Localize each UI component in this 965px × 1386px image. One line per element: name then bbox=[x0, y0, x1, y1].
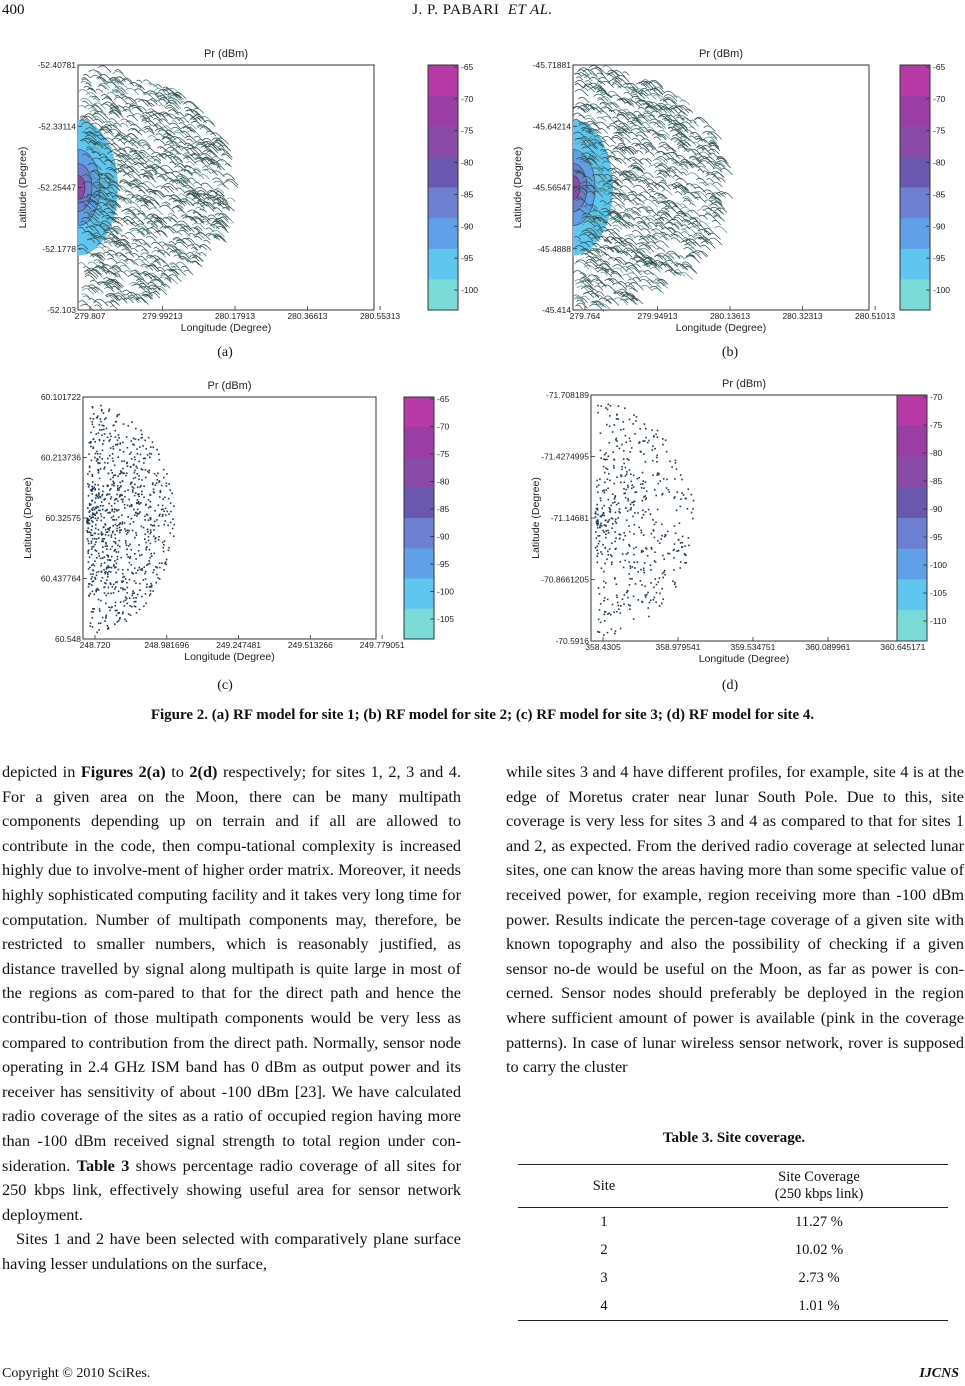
colorbar-swatch bbox=[900, 65, 930, 96]
rf-model-plot bbox=[10, 40, 479, 340]
colorbar-swatch bbox=[428, 249, 458, 280]
colorbar-label: -85 bbox=[930, 476, 943, 486]
colorbar-swatch bbox=[404, 579, 434, 610]
table-row: 3 2.73 % bbox=[600, 1269, 840, 1286]
colorbar-label: -85 bbox=[933, 189, 946, 200]
colorbar-label: -65 bbox=[461, 62, 474, 72]
colorbar-swatch bbox=[900, 188, 930, 219]
colorbar-swatch bbox=[428, 279, 458, 310]
colorbar-swatch bbox=[900, 157, 930, 188]
journal-name: IJCNS bbox=[919, 1366, 959, 1381]
x-axis-label: Longitude (Degree) bbox=[675, 322, 767, 334]
x-axis-label: Longitude (Degree) bbox=[180, 322, 272, 334]
colorbar-label: -90 bbox=[437, 531, 450, 542]
x-tick-label: 280.13613 bbox=[709, 311, 751, 321]
left-column bbox=[2, 760, 461, 1276]
figure-caption: Figure 2. (a) RF model for site 1; (b) RF model for site 2; (c) RF model for site 3; (d) RF model for site 4. bbox=[150, 707, 815, 723]
colorbar-swatch bbox=[900, 279, 930, 310]
right-column bbox=[506, 760, 964, 1080]
colorbar-swatch bbox=[897, 518, 927, 549]
rf-model-plot bbox=[10, 373, 455, 673]
x-tick-label: 358.979541 bbox=[655, 642, 701, 652]
panel-label-b: (b) bbox=[721, 345, 739, 360]
x-tick-label: 280.17913 bbox=[214, 311, 256, 321]
colorbar-label: -65 bbox=[933, 62, 946, 72]
colorbar-swatch bbox=[428, 157, 458, 188]
y-axis-label: Latitude (Degree) bbox=[512, 146, 524, 229]
column-header-coverage: Site Coverage (250 kbps link) bbox=[690, 1165, 948, 1208]
colorbar-label: -80 bbox=[930, 448, 943, 458]
colorbar-label: -100 bbox=[461, 285, 479, 295]
colorbar-label: -105 bbox=[930, 588, 948, 598]
site-coverage-table bbox=[518, 1164, 948, 1321]
colorbar-label: -65 bbox=[437, 394, 450, 404]
y-tick-label: -45.414 bbox=[542, 305, 571, 315]
table-row: 1 11.27 % bbox=[600, 1213, 843, 1230]
y-tick-label: -45.4888 bbox=[537, 243, 571, 254]
colorbar-label: -85 bbox=[437, 504, 450, 514]
colorbar-swatch bbox=[404, 397, 434, 428]
y-tick-label: -71.708189 bbox=[545, 390, 589, 400]
y-tick-label: 60.213736 bbox=[40, 452, 81, 463]
x-tick-label: 360.645171 bbox=[880, 642, 926, 652]
y-tick-label: 60.101722 bbox=[40, 392, 81, 402]
x-tick-label: 249.779051 bbox=[359, 640, 405, 650]
x-tick-label: 279.94913 bbox=[637, 311, 678, 321]
figure-ref: Figures 2(a) bbox=[80, 762, 166, 781]
colorbar-swatch bbox=[897, 426, 927, 457]
colorbar-swatch bbox=[428, 126, 458, 157]
colorbar-label: -70 bbox=[437, 421, 450, 432]
colorbar-swatch bbox=[900, 96, 930, 127]
table-title: Table 3. Site coverage. bbox=[662, 1130, 806, 1146]
x-axis-label: Longitude (Degree) bbox=[184, 651, 275, 663]
colorbar-label: -80 bbox=[933, 157, 946, 168]
colorbar-label: -90 bbox=[461, 221, 474, 232]
panel-label-d: (d) bbox=[721, 678, 739, 693]
colorbar-swatch bbox=[404, 427, 434, 458]
figure-panel-d bbox=[505, 371, 948, 671]
table-row: 4 1.01 % bbox=[518, 1292, 948, 1321]
et-al: ET AL. bbox=[507, 2, 553, 18]
colorbar-swatch bbox=[404, 458, 434, 489]
y-axis-label: Latitude (Degree) bbox=[17, 146, 29, 229]
colorbar-label: -105 bbox=[437, 614, 455, 624]
x-tick-label: 358.4305 bbox=[585, 642, 621, 652]
y-tick-label: -52.1778 bbox=[42, 243, 76, 254]
colorbar-swatch bbox=[428, 65, 458, 96]
y-axis-label: Latitude (Degree) bbox=[530, 477, 542, 559]
running-header: J. P. PABARI ET AL. bbox=[412, 2, 553, 18]
y-tick-label: -70.5916 bbox=[555, 636, 589, 646]
x-tick-label: 280.55313 bbox=[359, 311, 401, 321]
colorbar-swatch bbox=[428, 188, 458, 219]
colorbar-label: -90 bbox=[930, 504, 943, 514]
y-tick-label: -70.8661205 bbox=[541, 574, 589, 585]
colorbar-swatch bbox=[900, 218, 930, 249]
table-ref: Table 3 bbox=[76, 1155, 130, 1175]
y-tick-label: -45.64214 bbox=[532, 121, 571, 132]
y-tick-label: -52.40781 bbox=[37, 60, 76, 70]
paragraph-2: Sites 1 and 2 have been selected with comparatively plane surface having lesser undulations on the surface, bbox=[2, 1229, 461, 1273]
table-header-row bbox=[518, 1165, 948, 1208]
colorbar-label: -95 bbox=[930, 532, 943, 542]
plot-area bbox=[591, 395, 897, 641]
colorbar-label: -80 bbox=[437, 476, 450, 487]
colorbar-label: -95 bbox=[461, 253, 474, 264]
plot-title: Pr (dBm) bbox=[207, 380, 252, 392]
rf-model-plot bbox=[505, 40, 951, 340]
panel-label-c: (c) bbox=[217, 678, 233, 693]
figure-panel-a bbox=[10, 40, 479, 340]
colorbar-label: -90 bbox=[933, 221, 946, 232]
x-tick-label: 280.36613 bbox=[287, 311, 328, 321]
colorbar-label: -80 bbox=[461, 157, 474, 168]
colorbar-swatch bbox=[897, 457, 927, 488]
colorbar-label: -70 bbox=[933, 93, 946, 104]
y-tick-label: -52.103 bbox=[47, 305, 76, 315]
plot-title: Pr (dBm) bbox=[204, 48, 248, 60]
colorbar-swatch bbox=[897, 549, 927, 580]
colorbar-swatch bbox=[897, 580, 927, 611]
colorbar-swatch bbox=[428, 96, 458, 127]
copyright-footer: Copyright © 2010 SciRes. bbox=[2, 1366, 151, 1381]
x-tick-label: 248.720 bbox=[79, 640, 111, 650]
colorbar-swatch bbox=[897, 395, 927, 426]
colorbar-label: -75 bbox=[933, 125, 946, 136]
y-tick-label: -71.4274995 bbox=[541, 451, 589, 462]
x-tick-label: 280.32313 bbox=[782, 311, 823, 321]
colorbar-swatch bbox=[897, 487, 927, 518]
colorbar-label: -110 bbox=[930, 616, 947, 626]
y-tick-label: -71.14681 bbox=[550, 513, 589, 523]
x-tick-label: 279.99213 bbox=[142, 311, 183, 321]
x-tick-label: 280.51013 bbox=[854, 311, 896, 321]
x-tick-label: 249.247481 bbox=[216, 640, 262, 650]
paragraph-3: while sites 3 and 4 have different profiles, for example, site 4 is at the edge of Moretus crater near lunar South Pole. Due to this, site coverage is very less for sites 3 and 4 as compared to that for sites 1 and 2, as expected. From the derived radio coverage at selected lunar sites, one can know the areas having more than some specific value of received power, for example, region receiving more than -100 dBm power. Results indicate the percen-tage coverage of a given site with known topography and also the possibility of checking if a given sensor no-de would be useful on the Moon, as far as power is con-cerned. Sensor nodes should preferably be deployed in the region where sufficient amount of power is available (pink in the coverage patterns). In case of lunar wireless sensor network, rover is supposed to carry the cluster bbox=[506, 762, 964, 1077]
figure-panel-c bbox=[10, 373, 455, 673]
x-tick-label: 248.981696 bbox=[144, 640, 190, 650]
plot-area bbox=[78, 65, 374, 310]
plot-title: Pr (dBm) bbox=[699, 48, 743, 60]
colorbar-label: -95 bbox=[437, 559, 450, 569]
colorbar-label: -85 bbox=[461, 189, 474, 200]
figure-panel-b bbox=[505, 40, 951, 340]
y-tick-label: -45.56547 bbox=[532, 182, 571, 193]
y-tick-label: -52.33114 bbox=[38, 121, 76, 132]
x-tick-label: 279.807 bbox=[74, 311, 106, 321]
colorbar-label: -100 bbox=[933, 285, 951, 295]
table-row: 2 10.02 % bbox=[600, 1241, 844, 1258]
colorbar-swatch bbox=[404, 488, 434, 519]
figure-ref: 2(d) bbox=[189, 762, 218, 781]
panel-label-a: (a) bbox=[217, 345, 233, 360]
colorbar-label: -70 bbox=[461, 93, 474, 104]
y-tick-label: 60.32575 bbox=[45, 513, 81, 523]
colorbar-swatch bbox=[900, 249, 930, 280]
x-tick-label: 359.534751 bbox=[730, 642, 776, 652]
colorbar-label: -100 bbox=[930, 560, 948, 570]
x-tick-label: 279.764 bbox=[569, 311, 601, 321]
y-axis-label: Latitude (Degree) bbox=[22, 477, 34, 559]
y-tick-label: 60.437764 bbox=[40, 573, 81, 584]
colorbar-swatch bbox=[404, 518, 434, 549]
colorbar-swatch bbox=[897, 610, 927, 641]
y-tick-label: 60.548 bbox=[55, 634, 81, 644]
y-tick-label: -45.71881 bbox=[532, 60, 571, 70]
colorbar-swatch bbox=[404, 609, 434, 640]
colorbar-label: -70 bbox=[930, 392, 943, 402]
plot-area bbox=[573, 65, 869, 310]
paragraph-1: depicted in Figures 2(a) to 2(d) respectively; for sites 1, 2, 3 and 4. For a given area on the Moon, there can be many multipath components depending up on terrain and if all are allowed to contribute in the code, then compu-tational complexity is increased highly due to involve-ment of higher order matrix. Moreover, it needs highly sophisticated computing facility and it takes very long time for computation. Number of multipath components may, therefore, be restricted to smaller numbers, which is reasonably justified, as distance travelled by signal along multipath is quite large in most of the regions as com-pared to that for the direct path and hence the contribu-tion of those multipath components would be very less as compared to contribution from the direct path. Normally, sensor node operating in 2.4 GHz ISM band has 0 dBm as output power and its receiver has sensitivity of about -100 dBm [23]. We have calculated radio coverage of the sites as a ratio of occupied region having more than -100 dBm received signal strength to total region under con-sideration. Table 3 shows percentage radio coverage of all sites for 250 kbps link, effectively showing useful area for sensor network deployment. bbox=[2, 762, 462, 1224]
colorbar-swatch bbox=[404, 548, 434, 579]
colorbar-label: -75 bbox=[930, 420, 943, 430]
rf-model-plot bbox=[505, 371, 948, 671]
x-axis-label: Longitude (Degree) bbox=[698, 653, 790, 665]
page-number: 400 bbox=[2, 2, 25, 18]
plot-title: Pr (dBm) bbox=[722, 378, 766, 390]
x-tick-label: 249.513266 bbox=[287, 640, 333, 650]
colorbar-label: -75 bbox=[437, 449, 450, 459]
colorbar-swatch bbox=[900, 126, 930, 157]
colorbar-label: -75 bbox=[461, 125, 474, 136]
column-header-site: Site bbox=[518, 1165, 690, 1208]
y-tick-label: -52.25447 bbox=[37, 182, 76, 193]
colorbar-swatch bbox=[428, 218, 458, 249]
colorbar-label: -100 bbox=[437, 586, 455, 597]
colorbar-label: -95 bbox=[933, 253, 946, 264]
x-tick-label: 360.089961 bbox=[805, 642, 851, 652]
